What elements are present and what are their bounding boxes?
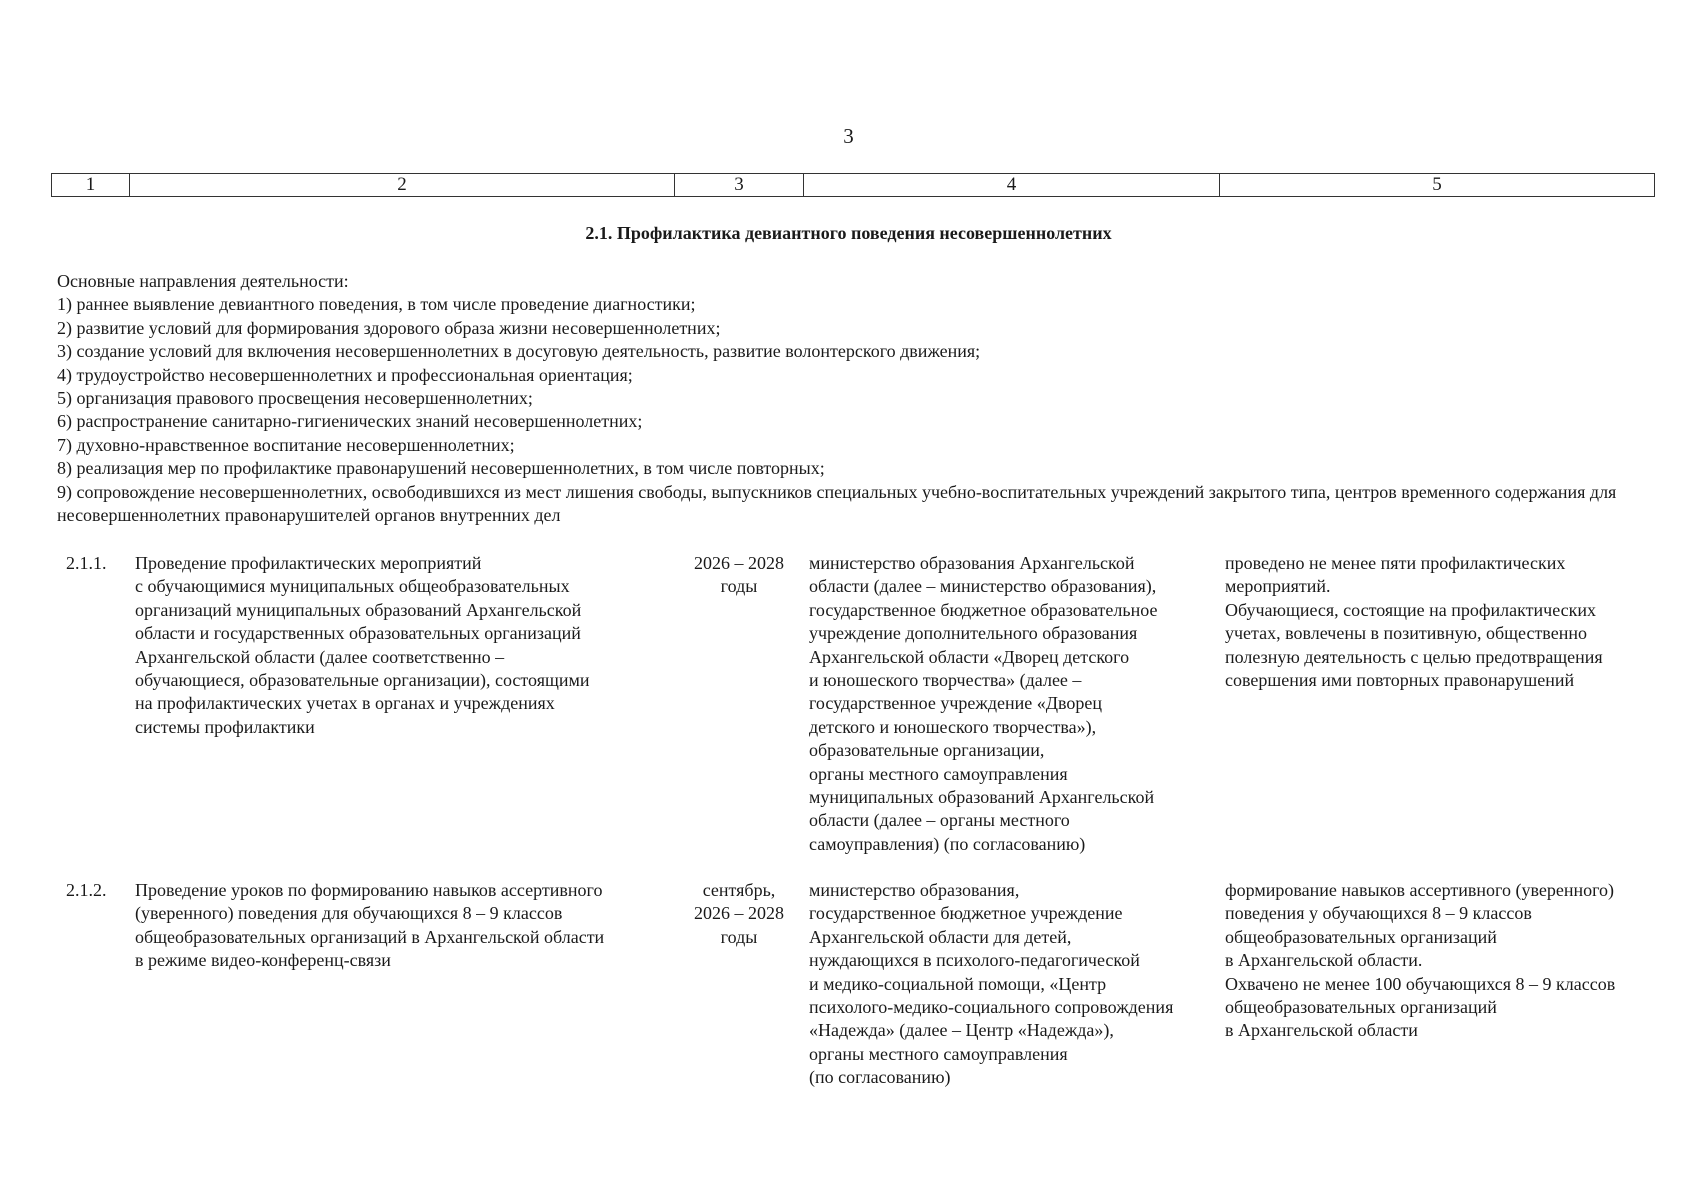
result-line: полезную деятельность с целью предотвращения bbox=[1225, 646, 1603, 667]
responsible-line: и юношеского творчества» (далее – bbox=[809, 670, 1082, 691]
responsible-line: Архангельской области для детей, bbox=[809, 926, 1072, 947]
intro-item: 3) создание условий для включения несовершеннолетних в досуговую деятельность, развитие волонтерского движения; bbox=[57, 341, 981, 362]
row-result bbox=[1225, 879, 1655, 1043]
row-responsible bbox=[809, 552, 1219, 856]
task-line: системы профилактики bbox=[135, 716, 315, 737]
task-line: Проведение уроков по формированию навыков ассертивного bbox=[135, 880, 603, 900]
responsible-line: самоуправления) (по согласованию) bbox=[809, 833, 1086, 854]
intro-item: 5) организация правового просвещения несовершеннолетних; bbox=[57, 388, 533, 409]
intro-item: 6) распространение санитарно-гигиенических знаний несовершеннолетних; bbox=[57, 411, 643, 432]
intro-item: 7) духовно-нравственное воспитание несовершеннолетних; bbox=[57, 434, 515, 455]
page-number: 3 bbox=[843, 124, 854, 148]
column-header-2: 2 bbox=[130, 174, 675, 196]
responsible-line: детского и юношеского творчества»), bbox=[809, 716, 1097, 737]
result-line: общеобразовательных организаций bbox=[1225, 926, 1497, 947]
column-header-3: 3 bbox=[675, 174, 804, 196]
column-number-header bbox=[51, 173, 1655, 197]
responsible-line: государственное бюджетное учреждение bbox=[809, 903, 1123, 924]
intro-heading: Основные направления деятельности: bbox=[57, 271, 349, 291]
column-header-5: 5 bbox=[1432, 174, 1442, 195]
row-task bbox=[135, 552, 680, 739]
task-line: Архангельской области (далее соответственно – bbox=[135, 646, 505, 667]
term-line: 2026 – 2028 bbox=[694, 903, 784, 924]
task-line: в режиме видео-конференц-связи bbox=[135, 950, 391, 971]
row-term bbox=[680, 552, 798, 599]
term-line: годы bbox=[720, 926, 758, 947]
intro-item: 9) сопровождение несовершеннолетних, освободившихся из мест лишения свободы, выпускников специальных учебно-воспитательных учреждений закрытого типа, центров временного содержания для несовершеннолетних правонарушителей органов внутренних дел bbox=[57, 481, 1617, 526]
task-line: с обучающимися муниципальных общеобразовательных bbox=[135, 576, 570, 597]
term-line: сентябрь, bbox=[702, 880, 776, 900]
result-line: учетах, вовлечены в позитивную, общественно bbox=[1225, 623, 1587, 644]
task-line: (уверенного) поведения для обучающихся 8 – 9 классов bbox=[135, 903, 563, 924]
term-line: 2026 – 2028 bbox=[694, 553, 784, 573]
responsible-line: Архангельской области «Дворец детского bbox=[809, 646, 1130, 667]
task-line: области и государственных образовательных организаций bbox=[135, 623, 581, 644]
row-result bbox=[1225, 552, 1655, 692]
responsible-line: министерство образования Архангельской bbox=[809, 553, 1135, 573]
row-responsible bbox=[809, 879, 1219, 1090]
responsible-line: и медико-социальной помощи, «Центр bbox=[809, 973, 1107, 994]
responsible-line: психолого-медико-социального сопровождения bbox=[809, 997, 1174, 1018]
task-line: на профилактических учетах в органах и учреждениях bbox=[135, 693, 555, 714]
responsible-line: государственное учреждение «Дворец bbox=[809, 693, 1103, 714]
intro-item: 1) раннее выявление девиантного поведения, в том числе проведение диагностики; bbox=[57, 294, 696, 315]
responsible-line: образовательные организации, bbox=[809, 740, 1045, 761]
responsible-line: «Надежда» (далее – Центр «Надежда»), bbox=[809, 1020, 1114, 1041]
row-task bbox=[135, 879, 680, 973]
result-line: Охвачено не менее 100 обучающихся 8 – 9 классов bbox=[1225, 973, 1616, 994]
row-number: 2.1.1. bbox=[66, 553, 107, 573]
result-line: поведения у обучающихся 8 – 9 классов bbox=[1225, 903, 1532, 924]
intro-item: 8) реализация мер по профилактике правонарушений несовершеннолетних, в том числе повторных; bbox=[57, 458, 825, 479]
intro-block bbox=[57, 270, 1647, 527]
result-line: совершения ими повторных правонарушений bbox=[1225, 670, 1575, 691]
intro-item: 2) развитие условий для формирования здорового образа жизни несовершеннолетних; bbox=[57, 317, 721, 338]
row-term bbox=[680, 879, 798, 949]
result-line: проведено не менее пяти профилактических bbox=[1225, 553, 1566, 573]
responsible-line: (по согласованию) bbox=[809, 1067, 951, 1088]
result-line: Обучающиеся, состоящие на профилактических bbox=[1225, 599, 1597, 620]
task-line: организаций муниципальных образований Архангельской bbox=[135, 599, 582, 620]
result-line: в Архангельской области bbox=[1225, 1020, 1418, 1041]
result-line: общеобразовательных организаций bbox=[1225, 997, 1497, 1018]
row-number: 2.1.2. bbox=[66, 880, 107, 900]
result-line: мероприятий. bbox=[1225, 576, 1331, 597]
column-header-4: 4 bbox=[804, 174, 1220, 196]
task-line: Проведение профилактических мероприятий bbox=[135, 553, 482, 573]
responsible-line: органы местного самоуправления bbox=[809, 763, 1068, 784]
task-line: общеобразовательных организаций в Архангельской области bbox=[135, 926, 605, 947]
responsible-line: органы местного самоуправления bbox=[809, 1043, 1068, 1064]
responsible-line: нуждающихся в психолого-педагогической bbox=[809, 950, 1140, 971]
responsible-line: министерство образования, bbox=[809, 880, 1020, 900]
responsible-line: муниципальных образований Архангельской bbox=[809, 787, 1155, 808]
responsible-line: области (далее – органы местного bbox=[809, 810, 1070, 831]
term-line: годы bbox=[720, 576, 758, 597]
section-title: 2.1. Профилактика девиантного поведения несовершеннолетних bbox=[585, 223, 1112, 243]
intro-item: 4) трудоустройство несовершеннолетних и профессиональная ориентация; bbox=[57, 364, 633, 385]
responsible-line: государственное бюджетное образовательное bbox=[809, 599, 1158, 620]
task-line: обучающиеся, образовательные организации), состоящими bbox=[135, 670, 590, 691]
result-line: формирование навыков ассертивного (уверенного) bbox=[1225, 880, 1615, 900]
responsible-line: учреждение дополнительного образования bbox=[809, 623, 1138, 644]
responsible-line: области (далее – министерство образования), bbox=[809, 576, 1157, 597]
column-header-1: 1 bbox=[52, 174, 130, 196]
result-line: в Архангельской области. bbox=[1225, 950, 1423, 971]
